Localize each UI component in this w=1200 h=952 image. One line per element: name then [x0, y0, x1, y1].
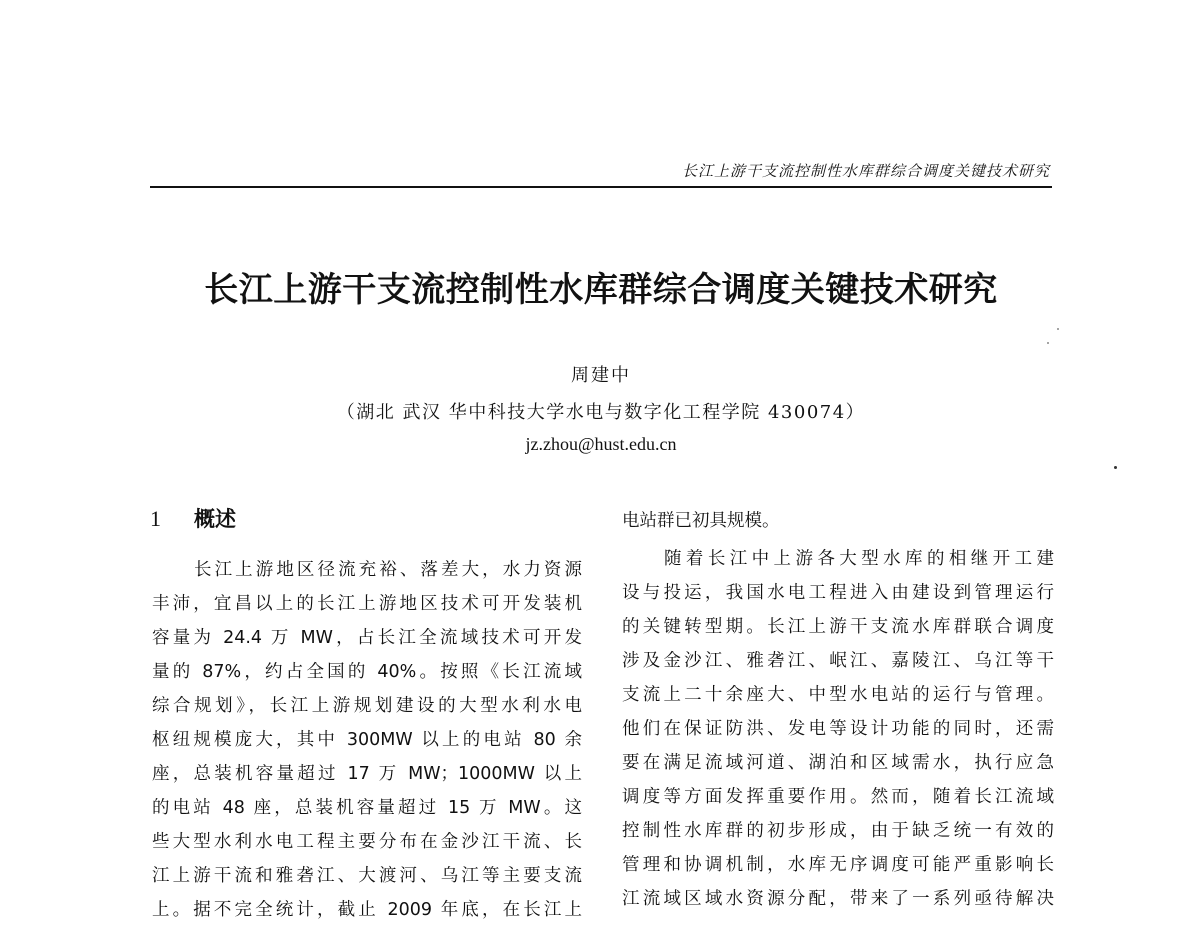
left-column — [152, 553, 582, 927]
paper-title: 长江上游干支流控制性水库群综合调度关键技术研究 — [204, 270, 998, 310]
author-name: 周建中 — [571, 365, 631, 386]
body-line: 随着长江中上游各大型水库的相继开工建 — [664, 549, 1054, 569]
section-heading — [150, 503, 236, 533]
body-line: 上。据不完全统计，截止 2009 年底，在长江上 — [152, 900, 582, 920]
body-line: 支流上二十余座大、中型水电站的运行与管理。 — [622, 685, 1054, 705]
body-line: 调度等方面发挥重要作用。然而，随着长江流域 — [622, 787, 1054, 807]
body-line: 江流域区域水资源分配，带来了一系列亟待解决 — [622, 889, 1054, 909]
author-affiliation: （湖北 武汉 华中科技大学水电与数字化工程学院 430074） — [336, 402, 866, 423]
body-line: 丰沛，宜昌以上的长江上游地区技术可开发装机 — [152, 594, 582, 614]
body-line: 的关键转型期。长江上游干支流水库群联合调度 — [622, 617, 1054, 637]
running-head: 长江上游干支流控制性水库群综合调度关键技术研究 — [681, 162, 1050, 180]
author-email: jz.zhou@hust.edu.cn — [525, 434, 677, 454]
body-line: 长江上游地区径流充裕、落差大，水力资源 — [194, 560, 582, 580]
body-line: 量的 87%，约占全国的 40%。按照《长江流域 — [152, 662, 582, 682]
body-line: 他们在保证防洪、发电等设计功能的同时，还需 — [622, 719, 1054, 739]
body-line: 涉及金沙江、雅砻江、岷江、嘉陵江、乌江等干 — [622, 651, 1054, 671]
body-line: 控制性水库群的初步形成，由于缺乏统一有效的 — [622, 821, 1054, 841]
body-line: 要在满足流域河道、湖泊和区域需水，执行应急 — [622, 753, 1054, 773]
body-line: 的电站 48 座，总装机容量超过 15 万 MW。这 — [152, 798, 582, 818]
body-line: 综合规划》，长江上游规划建设的大型水利水电 — [152, 696, 582, 716]
body-line: 枢纽规模庞大，其中 300MW 以上的电站 80 余 — [152, 730, 582, 750]
scan-speck — [1047, 342, 1049, 344]
body-line: 设与投运，我国水电工程进入由建设到管理运行 — [622, 583, 1054, 603]
section-number: 1 — [150, 506, 161, 531]
scan-speck — [1114, 466, 1117, 469]
body-line: 容量为 24.4 万 MW，占长江全流域技术可开发 — [152, 628, 582, 648]
body-line: 电站群已初具规模。 — [622, 511, 780, 531]
body-line: 管理和协调机制，水库无序调度可能严重影响长 — [622, 855, 1054, 875]
body-line: 座，总装机容量超过 17 万 MW；1000MW 以上 — [152, 764, 582, 784]
section-title: 概述 — [194, 507, 236, 531]
body-line: 些大型水利水电工程主要分布在金沙江干流、长 — [152, 832, 582, 852]
body-line: 江上游干流和雅砻江、大渡河、乌江等主要支流 — [152, 866, 582, 886]
header-rule — [150, 186, 1052, 188]
right-column — [622, 504, 1054, 916]
scan-speck — [1057, 328, 1059, 330]
